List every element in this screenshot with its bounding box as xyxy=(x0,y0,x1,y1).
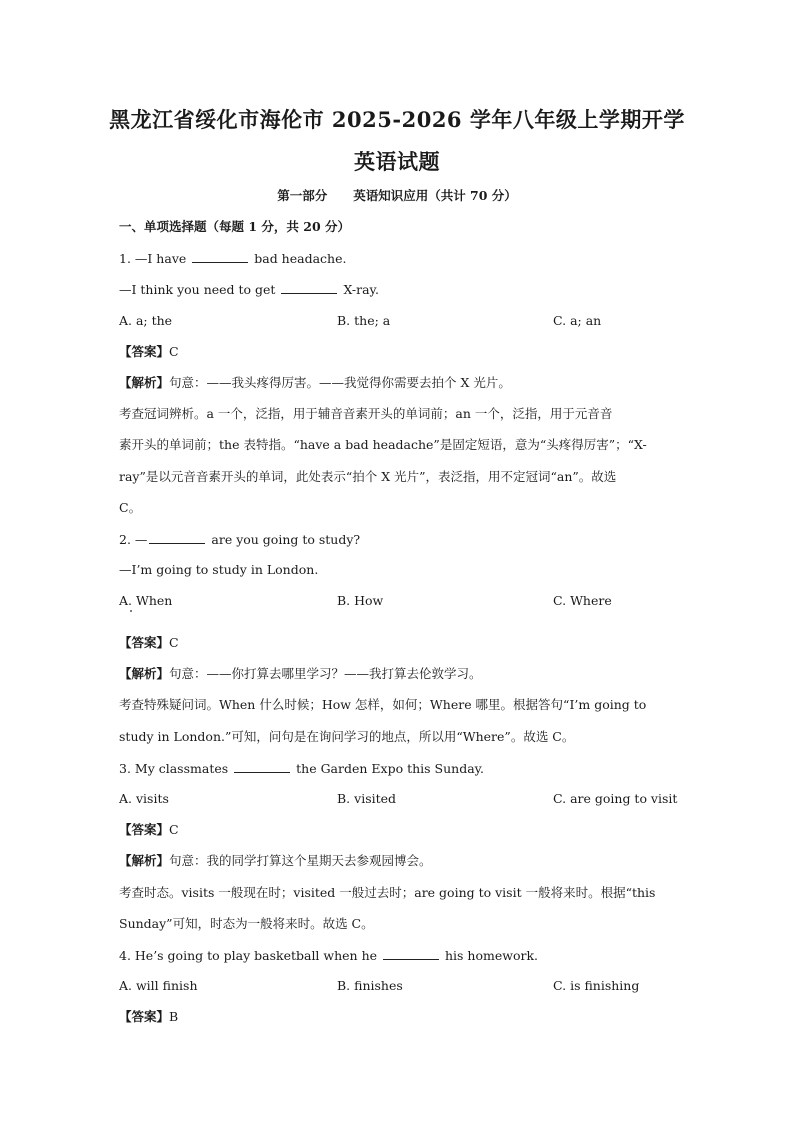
q3-stem xyxy=(119,760,679,777)
q2-option-b: B. How xyxy=(337,593,384,608)
q3-answer-value: C xyxy=(169,822,179,837)
q1-analysis-4: ray”是以元音音素开头的单词，此处表示“拍个 X 光片”，表泛指，用不定冠词“an”。故选 xyxy=(119,469,617,484)
q2-analysis-2: 考查特殊疑问词。When 什么时候；How 怎样，如何；Where 哪里。根据答句“I’m going to xyxy=(119,697,647,712)
q3-answer xyxy=(119,822,679,838)
q2-stem-2: —I’m going to study in London. xyxy=(119,562,319,577)
q3-option-b: B. visited xyxy=(337,791,397,806)
q1-answer xyxy=(119,344,679,360)
q4-option-b: B. finishes xyxy=(337,978,403,993)
q4-answer-value: B xyxy=(169,1009,179,1024)
analysis-label: 【解析】 xyxy=(119,853,170,868)
q1-blank-1 xyxy=(192,250,248,263)
document-title-line1: 黑龙江省绥化市海伦市 2025-2026 学年八年级上学期开学 xyxy=(109,107,685,132)
q1-option-a: A. a; the xyxy=(119,313,173,328)
q2-answer xyxy=(119,635,679,651)
answer-label: 【答案】 xyxy=(119,635,170,650)
analysis-label: 【解析】 xyxy=(119,666,170,681)
q3-option-a: A. visits xyxy=(119,791,169,806)
q4-option-a: A. will finish xyxy=(119,978,198,993)
q3-analysis-text: 句意：我的同学打算这个星期天去参观园博会。 xyxy=(169,853,432,868)
stray-dot xyxy=(130,610,132,612)
q3-option-c: C. are going to visit xyxy=(553,791,678,806)
q1-stem2-start: —I think you need to get xyxy=(119,282,276,297)
q3-stem-start: 3. My classmates xyxy=(119,761,229,776)
q3-stem-end: the Garden Expo this Sunday. xyxy=(296,761,485,776)
q2-stem xyxy=(119,531,679,548)
q1-stem-start: 1. —I have xyxy=(119,251,187,266)
q1-option-c: C. a; an xyxy=(553,313,602,328)
q2-option-c: C. Where xyxy=(553,593,612,608)
q4-option-c: C. is finishing xyxy=(553,978,640,993)
answer-label: 【答案】 xyxy=(119,344,170,359)
q3-blank xyxy=(234,760,290,773)
analysis-label: 【解析】 xyxy=(119,375,170,390)
q2-analysis-text: 句意：——你打算去哪里学习？——我打算去伦敦学习。 xyxy=(169,666,482,681)
q1-analysis-3: 素开头的单词前；the 表特指。“have a bad headache”是固定短语，意为“头疼得厉害”；“X- xyxy=(119,437,647,452)
q2-stem-end: are you going to study? xyxy=(211,532,361,547)
q2-blank xyxy=(149,531,205,544)
q1-stem xyxy=(119,250,679,267)
q3-analysis-1 xyxy=(119,853,679,869)
part-name: 第一部分 xyxy=(277,188,328,203)
q2-stem-start: 2. — xyxy=(119,532,148,547)
q3-analysis-3: Sunday”可知，时态为一般将来时。故选 C。 xyxy=(119,916,374,931)
q4-stem xyxy=(119,947,679,964)
q2-answer-value: C xyxy=(169,635,179,650)
q1-option-b: B. the; a xyxy=(337,313,391,328)
q1-analysis-text: 句意：——我头疼得厉害。——我觉得你需要去拍个 X 光片。 xyxy=(169,375,511,390)
q4-answer xyxy=(119,1009,679,1025)
q2-option-a: A. When xyxy=(119,593,173,608)
q4-stem-end: his homework. xyxy=(445,948,539,963)
answer-label: 【答案】 xyxy=(119,1009,170,1024)
q1-stem-end: bad headache. xyxy=(254,251,347,266)
answer-label: 【答案】 xyxy=(119,822,170,837)
q1-analysis-1 xyxy=(119,375,679,391)
section-heading: 一、单项选择题（每题 1 分，共 20 分） xyxy=(119,219,351,234)
q3-analysis-2: 考查时态。visits 一般现在时；visited 一般过去时；are going to visit 一般将来时。根据“this xyxy=(119,885,656,900)
q4-stem-start: 4. He’s going to play basketball when he xyxy=(119,948,378,963)
q4-blank xyxy=(383,947,439,960)
q2-analysis-1 xyxy=(119,666,679,682)
q2-analysis-3: study in London.”可知，问句是在询问学习的地点，所以用“Where”。故选 C。 xyxy=(119,729,575,744)
q1-analysis-2: 考查冠词辨析。a 一个，泛指，用于辅音音素开头的单词前；an 一个，泛指，用于元音音 xyxy=(119,406,613,421)
q1-blank-2 xyxy=(281,281,337,294)
document-title-line2: 英语试题 xyxy=(354,149,440,174)
q1-stem-2 xyxy=(119,281,679,298)
q1-analysis-5: C。 xyxy=(119,500,142,515)
part-description: 英语知识应用（共计 70 分） xyxy=(353,188,517,203)
q1-answer-value: C xyxy=(169,344,179,359)
part-heading xyxy=(0,186,794,204)
q1-stem2-end: X-ray. xyxy=(343,282,379,297)
